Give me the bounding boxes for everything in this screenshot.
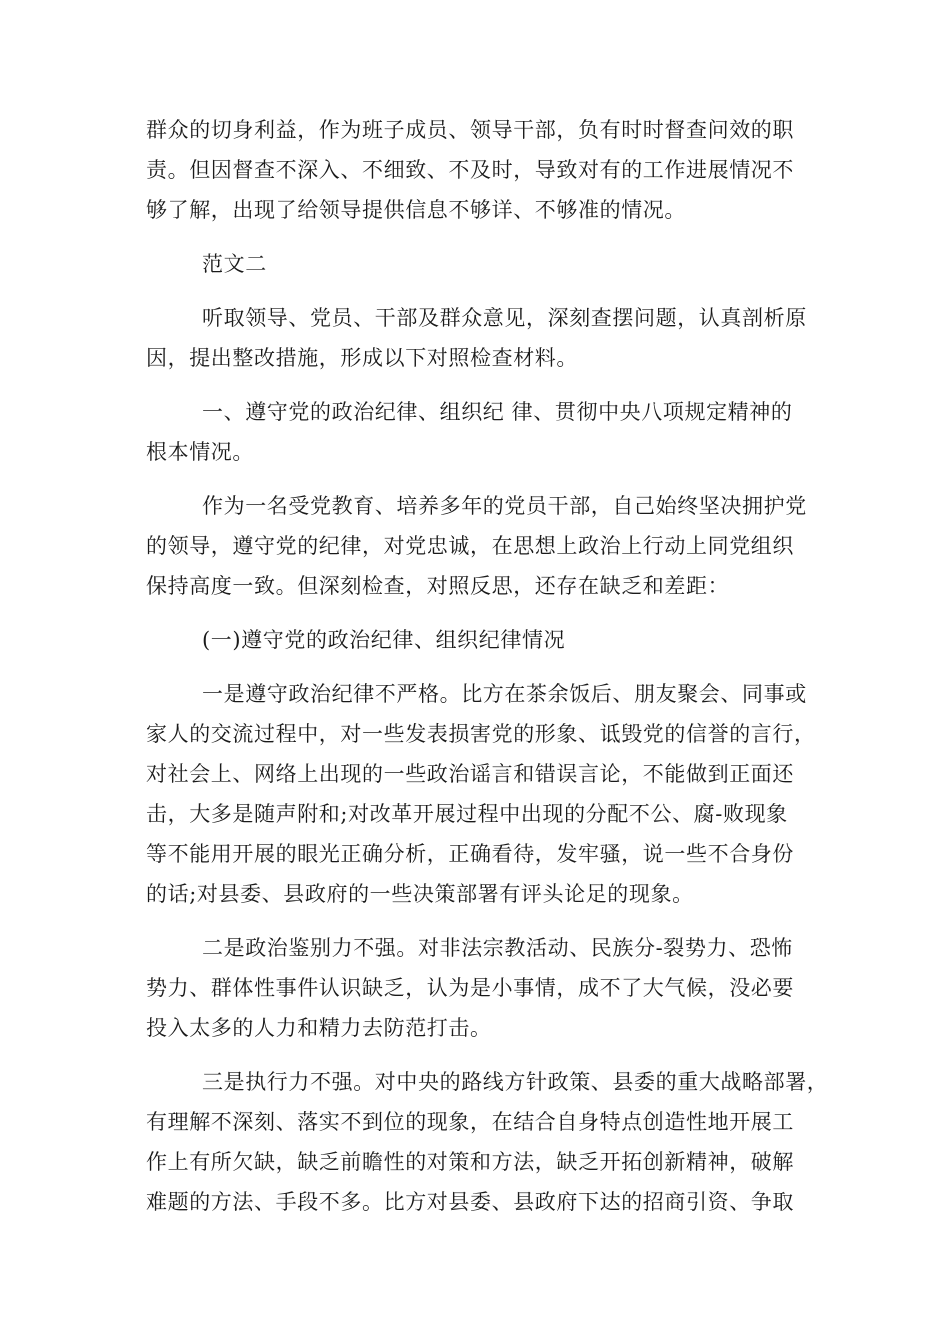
text-line: 家人的交流过程中，对一些发表损害党的形象、诋毁党的信誉的言行， bbox=[146, 722, 816, 746]
text-line: 的话;对县委、县政府的一些决策部署有评头论足的现象。 bbox=[146, 882, 694, 906]
text-line: 作为一名受党教育、培养多年的党员干部，自己始终坚决拥护党 bbox=[202, 494, 807, 518]
text-line: 三是执行力不强。对中央的路线方针政策、县委的重大战略部署， bbox=[202, 1070, 829, 1094]
text-line: 一、遵守党的政治纪律、组织纪 律、贯彻中央八项规定精神的 bbox=[202, 400, 793, 424]
heading-section-1 bbox=[146, 392, 810, 472]
text-line: 责。但因督查不深入、不细致、不及时，导致对有的工作进展情况不 bbox=[146, 158, 794, 182]
section-heading-fanwen-2 bbox=[146, 244, 810, 284]
text-line: 一是遵守政治纪律不严格。比方在茶余饭后、朋友聚会、同事或 bbox=[202, 682, 807, 706]
text-line: 投入太多的人力和精力去防范打击。 bbox=[146, 1016, 492, 1040]
text-line: 有理解不深刻、落实不到位的现象，在结合自身特点创造性地开展工 bbox=[146, 1110, 794, 1134]
text-line: 保持高度一致。但深刻检查，对照反思，还存在缺乏和差距： bbox=[146, 574, 730, 598]
text-line: 对社会上、网络上出现的一些政治谣言和错误言论，不能做到正面还 bbox=[146, 762, 794, 786]
paragraph-point-2 bbox=[146, 928, 810, 1048]
text-line: 作上有所欠缺，缺乏前瞻性的对策和方法，缺乏开拓创新精神，破解 bbox=[146, 1150, 794, 1174]
text-line: 根本情况。 bbox=[146, 440, 254, 464]
text-line: 击，大多是随声附和;对改革开展过程中出现的分配不公、腐-败现象 bbox=[146, 802, 788, 826]
paragraph-point-3 bbox=[146, 1062, 829, 1222]
paragraph-overview bbox=[146, 486, 810, 606]
text-line: 群众的切身利益，作为班子成员、领导干部，负有时时督查问效的职 bbox=[146, 118, 794, 142]
paragraph-intro bbox=[146, 298, 810, 378]
text-line: 听取领导、党员、干部及群众意见，深刻查摆问题，认真剖析原 bbox=[202, 306, 807, 330]
document-page bbox=[146, 110, 829, 1222]
text-line: 势力、群体性事件认识缺乏，认为是小事情，成不了大气候，没必要 bbox=[146, 976, 794, 1000]
text-line: 的领导，遵守党的纪律，对党忠诚，在思想上政治上行动上同党组织 bbox=[146, 534, 794, 558]
text-line: 二是政治鉴别力不强。对非法宗教活动、民族分-裂势力、恐怖 bbox=[202, 936, 793, 960]
paragraph-point-1 bbox=[146, 674, 816, 914]
text-line: (一)遵守党的政治纪律、组织纪律情况 bbox=[202, 628, 566, 652]
paragraph-1 bbox=[146, 110, 810, 230]
text-line: 因，提出整改措施，形成以下对照检查材料。 bbox=[146, 346, 578, 370]
text-line: 范文二 bbox=[202, 252, 267, 276]
heading-subsection-1 bbox=[146, 620, 810, 660]
text-line: 难题的方法、手段不多。比方对县委、县政府下达的招商引资、争取 bbox=[146, 1190, 794, 1214]
text-line: 够了解，出现了给领导提供信息不够详、不够准的情况。 bbox=[146, 198, 686, 222]
text-line: 等不能用开展的眼光正确分析，正确看待，发牢骚，说一些不合身份 bbox=[146, 842, 794, 866]
